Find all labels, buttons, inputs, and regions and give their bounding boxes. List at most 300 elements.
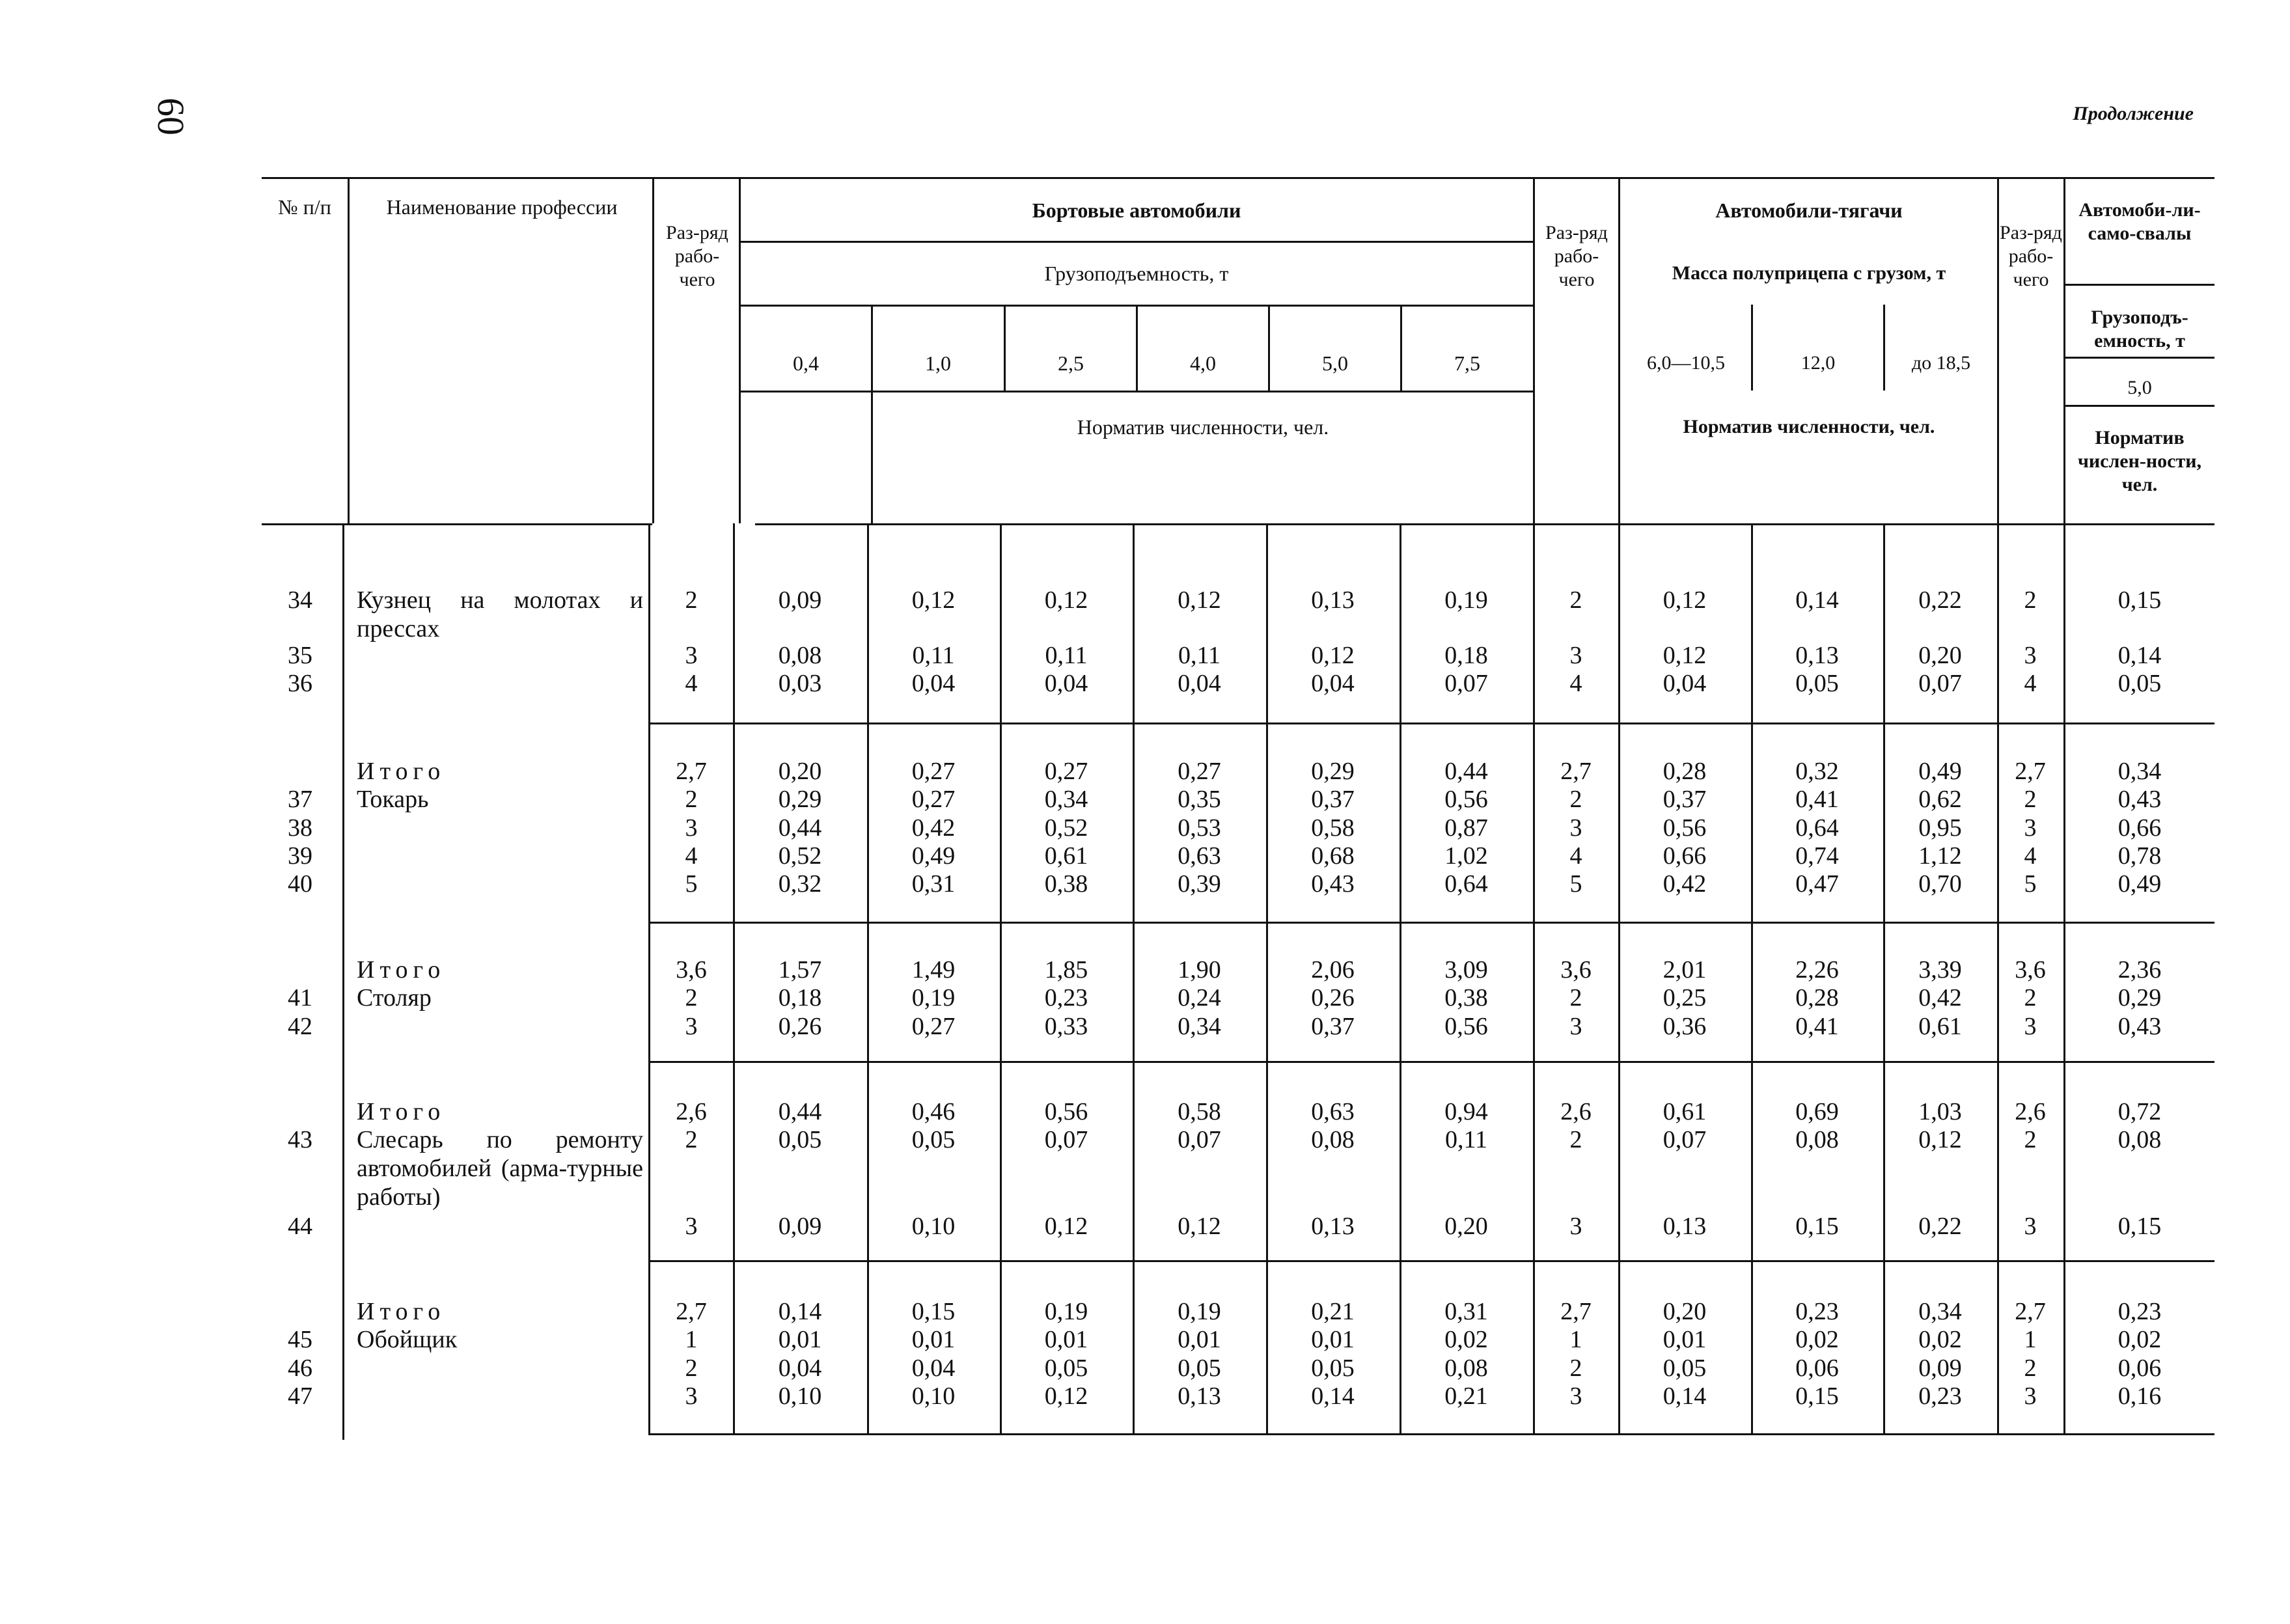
flatbed-norm-cell: 0,20 [778,758,822,785]
tractor-norm-cell: 0,01 [1662,1326,1707,1353]
flatbed-norm-cell: 0,04 [1178,670,1221,697]
b-cap-4: 4,0 [1190,351,1216,375]
dump-grade-cell: 2 [2024,1126,2037,1153]
tractor-norm-cell: 0,08 [1795,1126,1839,1153]
row-number: 42 [288,1013,312,1040]
tractor-norm-cell: 0,61 [1662,1098,1707,1125]
flatbed-norm-cell: 0,26 [778,1013,822,1040]
flatbed-norm-cell: 0,34 [1044,786,1088,813]
tractor-norm-cell: 0,34 [1918,1298,1962,1325]
tractor-grade-cell: 2 [1569,1355,1582,1382]
flatbed-norm-cell: 0,56 [1044,1098,1088,1125]
flatbed-norm-cell: 0,27 [911,758,956,785]
tractor-grade-cell: 2 [1569,984,1582,1012]
tractor-grade-cell: 3 [1569,814,1582,842]
row-number: 41 [288,984,312,1012]
dump-grade-cell: 4 [2024,670,2037,697]
tractor-norm-cell: 0,15 [1795,1383,1839,1410]
header-vline-grade3 [1997,177,1999,523]
dump-grade-cell: 1 [2024,1326,2037,1353]
dump-norm-cell: 0,34 [2118,758,2162,785]
dump-grade-cell: 3 [2024,814,2037,842]
tractor-norm-cell: 0,20 [1918,642,1962,669]
tractor-grade-cell: 2,7 [1560,1298,1592,1325]
tractor-norm-cell: 0,04 [1662,670,1707,697]
grade-cell: 1 [685,1326,698,1353]
flatbed-norm-cell: 0,11 [1444,1126,1488,1153]
tractor-norm-cell: 0,56 [1662,814,1707,842]
flatbed-norm-cell: 0,07 [1178,1126,1221,1153]
tractor-norm-cell: 0,62 [1918,786,1962,813]
flatbed-norm-cell: 0,63 [1178,842,1221,870]
page-number: 60 [150,98,192,135]
header-top-rule [262,177,2214,179]
dump-grade-cell: 3 [2024,1213,2037,1240]
grade-cell: 2,7 [676,758,707,785]
flatbed-norm-cell: 0,68 [1311,842,1355,870]
flatbed-norm-cell: 1,49 [911,956,956,984]
dump-norm-cell: 0,66 [2118,814,2162,842]
row-number: 39 [288,842,312,870]
flatbed-norm-cell: 0,37 [1311,1013,1355,1040]
continuation-label: Продолжение [2073,103,2194,124]
flatbed-norm-cell: 1,85 [1044,956,1088,984]
flatbed-norm-cell: 0,61 [1044,842,1088,870]
dump-grade-cell: 2 [2024,984,2037,1012]
header-bottom-rule [755,523,2214,525]
flatbed-norm-cell: 3,09 [1444,956,1488,984]
flatbed-norm-cell: 0,11 [1045,642,1088,669]
header-grade3: Раз-ряд рабо-чего [2000,222,2062,290]
tractor-norm-cell: 0,20 [1662,1298,1707,1325]
flatbed-norm-cell: 0,49 [911,842,956,870]
flatbed-norm-cell: 0,38 [1444,984,1488,1012]
dump-norm-cell: 2,36 [2118,956,2162,984]
dump-norm-cell: 0,15 [2118,586,2162,614]
t-norm: Норматив численности, чел. [1683,416,1935,437]
tractor-norm-cell: 0,28 [1662,758,1707,785]
flatbed-norm-cell: 0,15 [911,1298,956,1325]
flatbed-norm-cell: 0,19 [911,984,956,1012]
tractor-norm-cell: 2,01 [1662,956,1707,984]
header-grade2: Раз-ряд рабо-чего [1545,222,1608,290]
grade-cell: 2 [685,786,698,813]
dump-norm-cell: 0,08 [2118,1126,2162,1153]
header-vline-b5 [1400,305,1402,391]
header-vline-dump [2063,177,2065,523]
block-rule-1 [648,723,2214,724]
flatbed-norm-cell: 0,35 [1178,786,1221,813]
grade-cell: 2 [685,984,698,1012]
tractor-norm-cell: 0,36 [1662,1013,1707,1040]
flatbed-norm-cell: 0,12 [1178,1213,1221,1240]
flatbed-norm-cell: 0,05 [778,1126,822,1153]
tractor-norm-cell: 0,64 [1795,814,1839,842]
b-cap-2: 1,0 [925,351,951,375]
flatbed-norm-cell: 0,56 [1444,786,1488,813]
block-rule-5 [648,1433,2214,1435]
header-vline-b3 [1136,305,1138,391]
dump-grade-cell: 3 [2024,1013,2037,1040]
tractor-norm-cell: 0,42 [1662,870,1707,898]
grade-cell: 2,7 [676,1298,707,1325]
flatbed-norm-cell: 0,53 [1178,814,1221,842]
b-norm: Норматив численности, чел. [1077,415,1329,439]
flatbed-norm-cell: 0,43 [1311,870,1355,898]
dump-norm-cell: 0,29 [2118,984,2162,1012]
tractor-norm-cell: 0,66 [1662,842,1707,870]
tractor-norm-cell: 1,03 [1918,1098,1962,1125]
header-vline-name [652,177,654,523]
dump-grade-cell: 3,6 [2015,956,2046,984]
tractor-norm-cell: 0,12 [1662,642,1707,669]
flatbed-norm-cell: 0,56 [1444,1013,1488,1040]
profession-name: Слесарь по ремонту автомобилей (арма-турные работы) [357,1126,643,1211]
dump-grade-cell: 2 [2024,1355,2037,1382]
flatbed-norm-cell: 0,29 [1311,758,1355,785]
header-vline-t0 [1618,177,1620,523]
tractor-norm-cell: 0,61 [1918,1013,1962,1040]
dump-norm-cell: 0,78 [2118,842,2162,870]
flatbed-norm-cell: 0,05 [1178,1355,1221,1382]
tractor-norm-cell: 0,13 [1795,642,1839,669]
flatbed-norm-cell: 0,01 [1044,1326,1088,1353]
block-rule-4 [648,1260,2214,1262]
t-mass-1: 6,0—10,5 [1647,352,1725,374]
grade-cell: 2,6 [676,1098,707,1125]
grade-cell: 3 [685,1013,698,1040]
flatbed-norm-cell: 0,07 [1444,670,1488,697]
flatbed-norm-cell: 0,46 [911,1098,956,1125]
tractor-norm-cell: 0,69 [1795,1098,1839,1125]
grade-cell: 2 [685,1355,698,1382]
tractor-norm-cell: 2,26 [1795,956,1839,984]
flatbed-norm-cell: 0,39 [1178,870,1221,898]
tractor-norm-cell: 0,22 [1918,586,1962,614]
flatbed-norm-cell: 0,12 [1044,586,1088,614]
tractor-grade-cell: 3 [1569,1013,1582,1040]
flatbed-norm-cell: 0,34 [1178,1013,1221,1040]
flatbed-norm-cell: 0,05 [911,1126,956,1153]
flatbed-norm-cell: 0,10 [911,1213,956,1240]
dump-norm-cell: 0,43 [2118,786,2162,813]
header-rule-dump-3 [2063,405,2214,407]
dump-norm-cell: 0,16 [2118,1383,2162,1410]
dump-grade-cell: 3 [2024,1383,2037,1410]
flatbed-norm-cell: 0,08 [1444,1355,1488,1382]
dump-grade-cell: 5 [2024,870,2037,898]
tractor-grade-cell: 2 [1569,786,1582,813]
total-label: Итого [357,1298,446,1325]
dump-norm-cell: 0,23 [2118,1298,2162,1325]
flatbed-norm-cell: 0,10 [778,1383,822,1410]
flatbed-norm-cell: 0,21 [1311,1298,1355,1325]
flatbed-norm-cell: 0,31 [911,870,956,898]
flatbed-norm-cell: 0,08 [778,642,822,669]
tractor-norm-cell: 0,22 [1918,1213,1962,1240]
flatbed-norm-cell: 0,24 [1178,984,1221,1012]
flatbed-norm-cell: 0,03 [778,670,822,697]
b-cap-3: 2,5 [1058,351,1084,375]
tractor-norm-cell: 0,95 [1918,814,1962,842]
flatbed-norm-cell: 0,10 [911,1383,956,1410]
body-vline-name [342,523,344,1440]
tractor-norm-cell: 0,02 [1918,1326,1962,1353]
dump-norm-cell: 0,14 [2118,642,2162,669]
header-vline-b4 [1268,305,1270,391]
tractor-norm-cell: 0,28 [1795,984,1839,1012]
flatbed-norm-cell: 0,13 [1178,1383,1221,1410]
flatbed-norm-cell: 0,04 [1044,670,1088,697]
header-bottom-rule-left [262,523,652,525]
tractor-norm-cell: 3,39 [1918,956,1962,984]
tractor-grade-cell: 2 [1569,1126,1582,1153]
tractor-grade-cell: 3 [1569,1383,1582,1410]
b-cap-1: 0,4 [793,351,819,375]
tractor-norm-cell: 0,06 [1795,1355,1839,1382]
tractor-grade-cell: 2,6 [1560,1098,1592,1125]
dump-grade-cell: 3 [2024,642,2037,669]
dump-grade-cell: 2,7 [2015,1298,2046,1325]
flatbed-norm-cell: 0,52 [1044,814,1088,842]
tractor-grade-cell: 4 [1569,842,1582,870]
row-number: 44 [288,1213,312,1240]
tractor-norm-cell: 0,41 [1795,1013,1839,1040]
flatbed-norm-cell: 0,58 [1311,814,1355,842]
flatbed-norm-cell: 0,12 [1044,1383,1088,1410]
flatbed-norm-cell: 0,44 [778,1098,822,1125]
flatbed-norm-cell: 0,01 [911,1326,956,1353]
tractor-norm-cell: 0,23 [1918,1383,1962,1410]
flatbed-norm-cell: 0,13 [1311,1213,1355,1240]
s-norm: Норматив числен-ности, чел. [2077,427,2202,495]
grade-cell: 2 [685,586,698,614]
header-vline-t2 [1883,305,1885,391]
flatbed-norm-cell: 0,18 [778,984,822,1012]
flatbed-norm-cell: 0,52 [778,842,822,870]
row-number: 40 [288,870,312,898]
header-grade: Раз-ряд рабо-чего [666,222,728,290]
flatbed-norm-cell: 0,44 [1444,758,1488,785]
flatbed-norm-cell: 0,27 [911,786,956,813]
grade-cell: 3 [685,1213,698,1240]
profession-name: Обойщик [357,1326,458,1353]
tractor-norm-cell: 0,07 [1918,670,1962,697]
flatbed-norm-cell: 0,18 [1444,642,1488,669]
tractor-norm-cell: 0,05 [1795,670,1839,697]
flatbed-norm-cell: 0,09 [778,586,822,614]
flatbed-norm-cell: 0,63 [1311,1098,1355,1125]
row-number: 43 [288,1126,312,1153]
tractor-grade-cell: 4 [1569,670,1582,697]
flatbed-norm-cell: 0,38 [1044,870,1088,898]
tractor-grade-cell: 3,6 [1560,956,1592,984]
row-number: 38 [288,814,312,842]
block-rule-3 [648,1061,2214,1063]
dump-grade-cell: 4 [2024,842,2037,870]
tractor-norm-cell: 0,07 [1662,1126,1707,1153]
dump-norm-cell: 0,06 [2118,1355,2162,1382]
tractor-grade-cell: 2,7 [1560,758,1592,785]
flatbed-norm-cell: 0,08 [1311,1126,1355,1153]
tractor-norm-cell: 0,13 [1662,1213,1707,1240]
flatbed-norm-cell: 0,04 [911,670,956,697]
tractor-norm-cell: 0,05 [1662,1355,1707,1382]
grade-cell: 3 [685,642,698,669]
flatbed-norm-cell: 0,12 [1311,642,1355,669]
flatbed-norm-cell: 0,20 [1444,1213,1488,1240]
flatbed-norm-cell: 0,27 [911,1013,956,1040]
flatbed-norm-cell: 0,94 [1444,1098,1488,1125]
flatbed-norm-cell: 0,01 [778,1326,822,1353]
flatbed-norm-cell: 0,19 [1444,586,1488,614]
tractor-norm-cell: 0,14 [1662,1383,1707,1410]
tractor-norm-cell: 0,37 [1662,786,1707,813]
header-vline-no [348,177,350,523]
header-rule-1 [739,241,1533,243]
header-group1: Бортовые автомобили [1032,199,1241,222]
header-vline-t1 [1751,305,1753,391]
dump-norm-cell: 0,72 [2118,1098,2162,1125]
row-number: 45 [288,1326,312,1353]
total-label: Итого [357,758,446,785]
flatbed-norm-cell: 0,26 [1311,984,1355,1012]
tractor-norm-cell: 0,14 [1795,586,1839,614]
tractor-norm-cell: 0,42 [1918,984,1962,1012]
t-mass-3: до 18,5 [1911,352,1971,374]
flatbed-norm-cell: 0,27 [1178,758,1221,785]
dump-norm-cell: 0,05 [2118,670,2162,697]
flatbed-norm-cell: 0,19 [1178,1298,1221,1325]
tractor-norm-cell: 0,09 [1918,1355,1962,1382]
grade-cell: 3 [685,814,698,842]
tractor-norm-cell: 0,25 [1662,984,1707,1012]
header-group3-sub: Грузоподъ-емность, т [2091,307,2188,351]
tractor-norm-cell: 0,15 [1795,1213,1839,1240]
dump-norm-cell: 0,49 [2118,870,2162,898]
tractor-norm-cell: 0,49 [1918,758,1962,785]
flatbed-norm-cell: 0,87 [1444,814,1488,842]
t-mass-2: 12,0 [1800,352,1836,374]
flatbed-norm-cell: 0,58 [1178,1098,1221,1125]
flatbed-norm-cell: 0,12 [1044,1213,1088,1240]
dump-grade-cell: 2,7 [2015,758,2046,785]
header-rule-dump-1 [2063,284,2214,286]
row-number: 36 [288,670,312,697]
header-rule-dump-2 [2063,357,2214,359]
row-number: 47 [288,1383,312,1410]
row-number: 34 [288,586,312,614]
flatbed-norm-cell: 0,02 [1444,1326,1488,1353]
flatbed-norm-cell: 0,21 [1444,1383,1488,1410]
dump-grade-cell: 2 [2024,586,2037,614]
tractor-norm-cell: 0,32 [1795,758,1839,785]
flatbed-norm-cell: 0,01 [1178,1326,1221,1353]
profession-name: Кузнец на молотах и прессах [357,586,643,642]
dump-grade-cell: 2 [2024,786,2037,813]
header-group1-sub: Грузоподъемность, т [1044,262,1229,285]
flatbed-norm-cell: 0,04 [911,1355,956,1382]
flatbed-norm-cell: 0,13 [1311,586,1355,614]
flatbed-norm-cell: 0,07 [1044,1126,1088,1153]
flatbed-norm-cell: 0,12 [1178,586,1221,614]
grade-cell: 3,6 [676,956,707,984]
total-label: Итого [357,956,446,984]
grade-cell: 3 [685,1383,698,1410]
flatbed-norm-cell: 0,64 [1444,870,1488,898]
tractor-grade-cell: 5 [1569,870,1582,898]
flatbed-norm-cell: 1,57 [778,956,822,984]
tractor-norm-cell: 0,12 [1918,1126,1962,1153]
flatbed-norm-cell: 0,14 [778,1298,822,1325]
flatbed-norm-cell: 0,44 [778,814,822,842]
header-vline-grade2 [1533,177,1535,523]
header-group2: Автомобили-тягачи [1715,199,1903,222]
tractor-norm-cell: 0,41 [1795,786,1839,813]
grade-cell: 2 [685,1126,698,1153]
flatbed-norm-cell: 0,19 [1044,1298,1088,1325]
tractor-norm-cell: 0,23 [1795,1298,1839,1325]
flatbed-norm-cell: 0,29 [778,786,822,813]
dump-grade-cell: 2,6 [2015,1098,2046,1125]
header-vline-b1 [871,305,873,523]
header-no: № п/п [278,195,331,219]
flatbed-norm-cell: 0,01 [1311,1326,1355,1353]
tractor-grade-cell: 3 [1569,1213,1582,1240]
header-name: Наименование профессии [386,195,618,219]
flatbed-norm-cell: 0,05 [1044,1355,1088,1382]
tractor-grade-cell: 2 [1569,586,1582,614]
b-cap-6: 7,5 [1454,351,1480,375]
flatbed-norm-cell: 2,06 [1311,956,1355,984]
header-group3: Автомоби-ли-само-свалы [2078,199,2201,244]
flatbed-norm-cell: 1,90 [1178,956,1221,984]
tractor-norm-cell: 0,12 [1662,586,1707,614]
profession-name: Столяр [357,984,432,1012]
flatbed-norm-cell: 0,32 [778,870,822,898]
flatbed-norm-cell: 0,11 [1178,642,1221,669]
tractor-norm-cell: 0,74 [1795,842,1839,870]
profession-name: Токарь [357,786,429,813]
tractor-grade-cell: 3 [1569,642,1582,669]
flatbed-norm-cell: 0,11 [912,642,955,669]
flatbed-norm-cell: 0,31 [1444,1298,1488,1325]
block-rule-2 [648,922,2214,924]
header-group2-sub: Масса полуприцепа с грузом, т [1672,262,1946,284]
header-vline-grade [739,177,741,523]
flatbed-norm-cell: 0,42 [911,814,956,842]
dump-norm-cell: 0,02 [2118,1326,2162,1353]
flatbed-norm-cell: 0,33 [1044,1013,1088,1040]
dump-norm-cell: 0,15 [2118,1213,2162,1240]
tractor-norm-cell: 0,47 [1795,870,1839,898]
tractor-norm-cell: 0,70 [1918,870,1962,898]
dump-norm-cell: 0,43 [2118,1013,2162,1040]
tractor-grade-cell: 1 [1569,1326,1582,1353]
grade-cell: 5 [685,870,698,898]
tractor-norm-cell: 0,02 [1795,1326,1839,1353]
tractor-norm-cell: 1,12 [1918,842,1962,870]
flatbed-norm-cell: 0,04 [778,1355,822,1382]
row-number: 37 [288,786,312,813]
flatbed-norm-cell: 0,23 [1044,984,1088,1012]
flatbed-norm-cell: 0,14 [1311,1383,1355,1410]
header-vline-b2 [1004,305,1006,391]
total-label: Итого [357,1098,446,1125]
grade-cell: 4 [685,670,698,697]
header-rule-3 [739,391,1533,392]
flatbed-norm-cell: 0,09 [778,1213,822,1240]
